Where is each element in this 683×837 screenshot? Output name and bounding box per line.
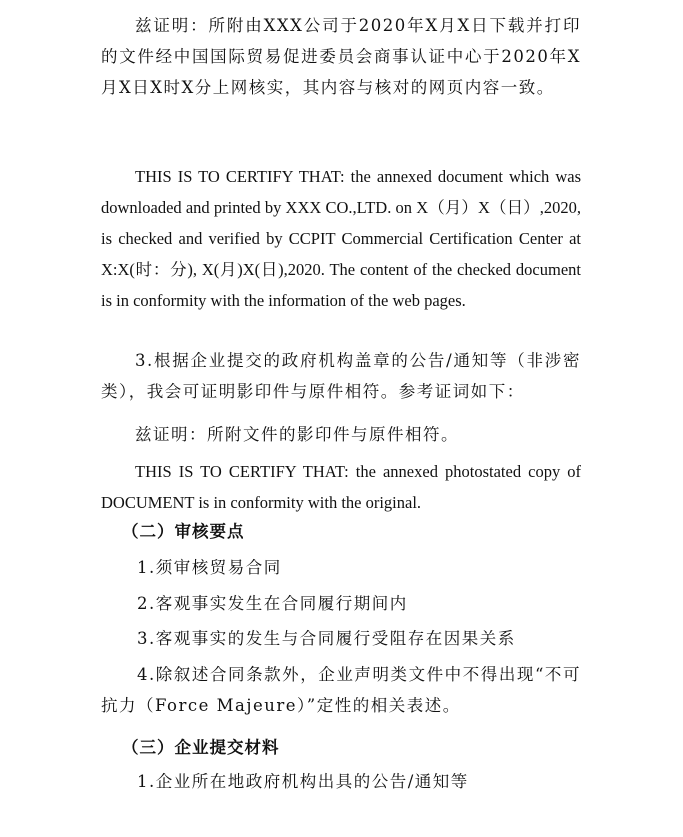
procedure-item-3: 3.根据企业提交的政府机构盖章的公告/通知等（非涉密类），我会可证明影印件与原件相符。参考证词如下： bbox=[101, 351, 581, 401]
section-heading-materials: （三）企业提交材料 bbox=[122, 738, 280, 757]
certification-wording-cn: 兹证明：所附文件的影印件与原件相符。 bbox=[135, 425, 459, 444]
review-point-item: 1.须审核贸易合同 bbox=[137, 558, 282, 577]
review-point-item: 4.除叙述合同条款外，企业声明类文件中不得出现“不可抗力（Force Majeure）”定性的相关表述。 bbox=[101, 665, 581, 715]
certification-wording-en: THIS IS TO CERTIFY THAT: the annexed photostated copy of DOCUMENT is in conformity with the original. bbox=[101, 462, 581, 512]
certification-paragraph-en: THIS IS TO CERTIFY THAT: the annexed document which was downloaded and printed by XXX CO.,LTD. on X（月）X（日）,2020, is checked and verified by CCPIT Commercial Certification Center at X:X(时：分), X(月)X(日),2020. The content of the checked document is in conformity with the information of the web pages. bbox=[101, 167, 581, 310]
review-point-item: 2.客观事实发生在合同履行期间内 bbox=[137, 594, 408, 613]
section-heading-review-points: （二）审核要点 bbox=[122, 522, 245, 541]
material-item: 1.企业所在地政府机构出具的公告/通知等 bbox=[137, 772, 469, 791]
review-point-item: 3.客观事实的发生与合同履行受阻存在因果关系 bbox=[137, 629, 516, 648]
certification-paragraph-cn: 兹证明：所附由XXX公司于2020年X月X日下载并打印的文件经中国国际贸易促进委员会商事认证中心于2020年X月X日X时X分上网核实，其内容与核对的网页内容一致。 bbox=[101, 16, 581, 97]
